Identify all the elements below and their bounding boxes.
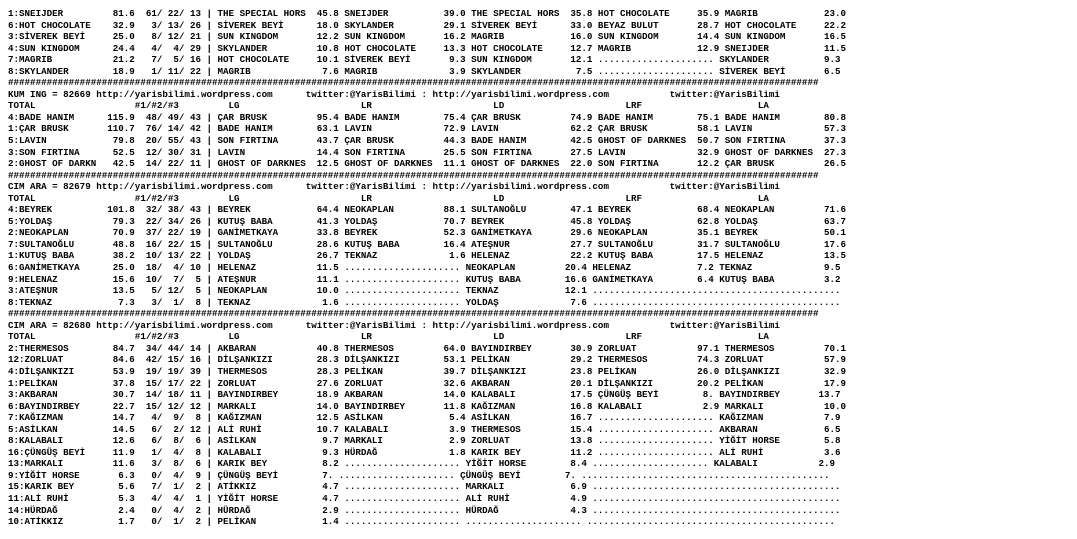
- report-line: 13:MARKALI 11.6 3/ 8/ 6 | KARIK BEY 8.2 ..................... YİĞİT HORSE 8.4 ..................... KALABALI 2.9: [8, 458, 836, 470]
- report-line: 1:ÇAR BRUSK 110.7 76/ 14/ 42 | BADE HANIM 63.1 LAVIN 72.9 LAVIN 62.2 ÇAR BRUSK 58.1 LAVIN 57.3: [8, 123, 847, 135]
- report-line: 1:PELİKAN 37.8 15/ 17/ 22 | ZORLUAT 27.6 ZORLUAT 32.6 AKBARAN 20.1 DİLŞANKIZI 20.2 PELİKAN 17.9: [8, 377, 847, 389]
- report-line: 7:KAĞIZMAN 14.7 4/ 9/ 8 | KAĞIZMAN 12.5 ASİLKAN 5.4 ASİLKAN 16.7 ..................... KAĞIZMAN 7.9: [8, 412, 841, 424]
- report-line: 6:GANİMETKAYA 25.0 18/ 4/ 10 | HELENAZ 11.5 ..................... NEOKAPLAN 20.4 HELENAZ 7.2 TEKNAZ 9.5: [8, 262, 841, 274]
- report-line: 5:LAVIN 79.8 20/ 55/ 43 | SON FIRTINA 43.7 ÇAR BRUSK 44.3 BADE HANIM 42.5 GHOST OF DARKNES 50.7 SON FIRTINA 37.3: [8, 135, 847, 147]
- report-line: 9:YİĞİT HORSE 6.3 0/ 4/ 9 | ÇÜNGÜŞ BEYİ 7. ..................... ÇÜNGÜŞ BEYİ 7. .............................................: [8, 469, 830, 481]
- section-divider: ###################################################################################################################################################: [8, 77, 819, 89]
- report-line: 16:ÇÜNGÜŞ BEYİ 11.9 1/ 4/ 8 | KALABALI 9.3 HÜRDAĞ 1.8 KARIK BEY 11.2 ..................... ALİ RUHİ 3.6: [8, 446, 841, 458]
- section-header: KUM ING = 82669 http://yarisbilimi.wordpress.com twitter:@YarisBilimi : http://yarisbilimi.wordpress.com twitter:@YarisBilimi: [8, 88, 780, 100]
- report-line: 9:HELENAZ 15.6 10/ 7/ 5 | ATEŞNUR 11.1 ..................... KUTUŞ BABA 16.6 GANİMETKAYA 6.4 KUTUŞ BABA 3.2: [8, 273, 841, 285]
- column-header: TOTAL #1/#2/#3 LG LR LD LRF LA: [8, 192, 769, 204]
- report-line: 15:KARIK BEY 5.6 7/ 1/ 2 | ATİKKIZ 4.7 ..................... MARKALI 6.9 .............................................: [8, 481, 841, 493]
- report-line: 5:ASİLKAN 14.5 6/ 2/ 12 | ALİ RUHİ 10.7 KALABALI 3.9 THERMESOS 15.4 ..................... AKBARAN 6.5: [8, 423, 841, 435]
- report-line: 1:SNEIJDER 81.6 61/ 22/ 13 | THE SPECIAL HORS 45.8 SNEIJDER 39.0 THE SPECIAL HORS 35.8 HOT CHOCOLATE 35.9 MAGRIB 23.0: [8, 8, 847, 19]
- report-line: 14:HÜRDAĞ 2.4 0/ 4/ 2 | HÜRDAĞ 2.9 ..................... HÜRDAĞ 4.3 .............................................: [8, 504, 841, 516]
- report-line: 6:HOT CHOCOLATE 32.9 3/ 13/ 26 | SİVEREK BEYİ 18.0 SKYLANDER 29.1 SİVEREK BEYİ 33.0 BEYAZ BULUT 28.7 HOT CHOCOLATE 22.2: [8, 19, 847, 31]
- section-header: CIM ARA = 82679 http://yarisbilimi.wordpress.com twitter:@YarisBilimi : http://yarisbilimi.wordpress.com twitter:@YarisBilimi: [8, 181, 780, 193]
- report-line: 4:BADE HANIM 115.9 48/ 49/ 43 | ÇAR BRUSK 95.4 BADE HANIM 75.4 ÇAR BRUSK 74.9 BADE HANIM 75.1 BADE HANIM 80.8: [8, 111, 847, 123]
- report-line: 8:KALABALI 12.6 6/ 8/ 6 | ASİLKAN 9.7 MARKALI 2.9 ZORLUAT 13.8 ..................... YİĞİT HORSE 5.8: [8, 435, 841, 447]
- column-header: TOTAL #1/#2/#3 LG LR LD LRF LA: [8, 100, 769, 112]
- report-line: 12:ZORLUAT 84.6 42/ 15/ 16 | DİLŞANKIZI 28.3 DİLŞANKIZI 53.1 PELİKAN 29.2 THERMESOS 74.3 ZORLUAT 57.9: [8, 354, 847, 366]
- section-divider: ###################################################################################################################################################: [8, 308, 819, 320]
- report-section-1: [8, 8, 1077, 77]
- report-line: 8:TEKNAZ 7.3 3/ 1/ 8 | TEKNAZ 1.6 ..................... YOLDAŞ 7.6 .............................................: [8, 296, 841, 308]
- report-line: 4:BEYREK 101.8 32/ 38/ 43 | BEYREK 64.4 NEOKAPLAN 88.1 SULTANOĞLU 47.1 BEYREK 68.4 NEOKAPLAN 71.6: [8, 204, 847, 216]
- report-section-4: [8, 308, 1077, 539]
- report-line: 2:THERMESOS 84.7 34/ 44/ 14 | AKBARAN 40.8 THERMESOS 64.0 BAYINDIRBEY 30.9 ZORLUAT 97.1 THERMESOS 70.1: [8, 342, 847, 354]
- report-line: 3:SİVEREK BEYİ 25.0 8/ 12/ 21 | SUN KINGDOM 12.2 SUN KINGDOM 16.2 MAGRIB 16.0 SUN KINGDOM 14.4 SUN KINGDOM 16.5: [8, 31, 847, 43]
- report-line: 7:MAGRIB 21.2 7/ 5/ 16 | HOT CHOCOLATE 10.1 SİVEREK BEYİ 9.3 SUN KINGDOM 12.1 ..................... SKYLANDER 9.3: [8, 54, 841, 66]
- report-line: [8, 528, 1077, 539]
- report-line: 3:SON FIRTINA 52.5 12/ 30/ 31 | LAVIN 14.4 SON FIRTINA 25.5 SON FIRTINA 27.5 LAVIN 32.9 GHOST OF DARKNES 27.3: [8, 146, 847, 158]
- report-line: 6:BAYINDIRBEY 22.7 15/ 12/ 12 | MARKALI 14.0 BAYINDIRBEY 11.8 KAĞIZMAN 16.8 KALABALI 2.9 MARKALI 10.0: [8, 400, 847, 412]
- report-line: 5:YOLDAŞ 79.3 22/ 34/ 26 | KUTUŞ BABA 41.3 YOLDAŞ 70.7 BEYREK 45.8 YOLDAŞ 62.8 YOLDAŞ 63.7: [8, 215, 847, 227]
- section-header: CIM ARA = 82680 http://yarisbilimi.wordpress.com twitter:@YarisBilimi : http://yarisbilimi.wordpress.com twitter:@YarisBilimi: [8, 319, 780, 331]
- report-line: 4:SUN KINGDOM 24.4 4/ 4/ 29 | SKYLANDER 10.8 HOT CHOCOLATE 13.3 HOT CHOCOLATE 12.7 MAGRIB 12.9 SNEIJDER 11.5: [8, 42, 847, 54]
- report-line: 7:SULTANOĞLU 48.8 16/ 22/ 15 | SULTANOĞLU 28.6 KUTUŞ BABA 16.4 ATEŞNUR 27.7 SULTANOĞLU 31.7 SULTANOĞLU 17.6: [8, 238, 847, 250]
- report-line: 11:ALİ RUHİ 5.3 4/ 4/ 1 | YİĞİT HORSE 4.7 ..................... ALİ RUHİ 4.9 .............................................: [8, 492, 841, 504]
- column-header: TOTAL #1/#2/#3 LG LR LD LRF LA: [8, 331, 769, 343]
- report-section-2: [8, 77, 1077, 169]
- section-divider: ###################################################################################################################################################: [8, 169, 819, 181]
- report-line: 2:GHOST OF DARKN 42.5 14/ 22/ 11 | GHOST OF DARKNES 12.5 GHOST OF DARKNES 11.1 GHOST OF DARKNES 22.0 SON FIRTINA 12.2 ÇAR BRUSK 26.5: [8, 158, 847, 170]
- report-section-3: [8, 170, 1077, 309]
- report-line: 1:KUTUŞ BABA 38.2 10/ 13/ 22 | YOLDAŞ 26.7 TEKNAZ 1.6 HELENAZ 22.2 KUTUŞ BABA 17.5 HELENAZ 13.5: [8, 250, 847, 262]
- report-line: 4:DİLŞANKIZI 53.9 19/ 19/ 39 | THERMESOS 28.3 PELİKAN 39.7 DİLŞANKIZI 23.8 PELİKAN 26.0 DİLŞANKIZI 32.9: [8, 365, 847, 377]
- report-line: 3:AKBARAN 30.7 14/ 18/ 11 | BAYINDIRBEY 18.9 AKBARAN 14.0 KALABALI 17.5 ÇÜNGÜŞ BEYİ 8. BAYINDIRBEY 13.7: [8, 389, 841, 401]
- report-line: 2:NEOKAPLAN 70.9 37/ 22/ 19 | GANİMETKAYA 33.8 BEYREK 52.3 GANİMETKAYA 29.6 NEOKAPLAN 35.1 BEYREK 50.1: [8, 227, 847, 239]
- report-line: 10:ATİKKIZ 1.7 0/ 1/ 2 | PELİKAN 1.4 ..................... ..................... .............................................: [8, 516, 836, 528]
- report-line: 8:SKYLANDER 18.9 1/ 11/ 22 | MAGRIB 7.6 MAGRIB 3.9 SKYLANDER 7.5 ..................... SİVEREK BEYİ 6.5: [8, 65, 841, 77]
- report-line: 3:ATEŞNUR 13.5 5/ 12/ 5 | NEOKAPLAN 10.0 ..................... TEKNAZ 12.1 .............................................: [8, 285, 841, 297]
